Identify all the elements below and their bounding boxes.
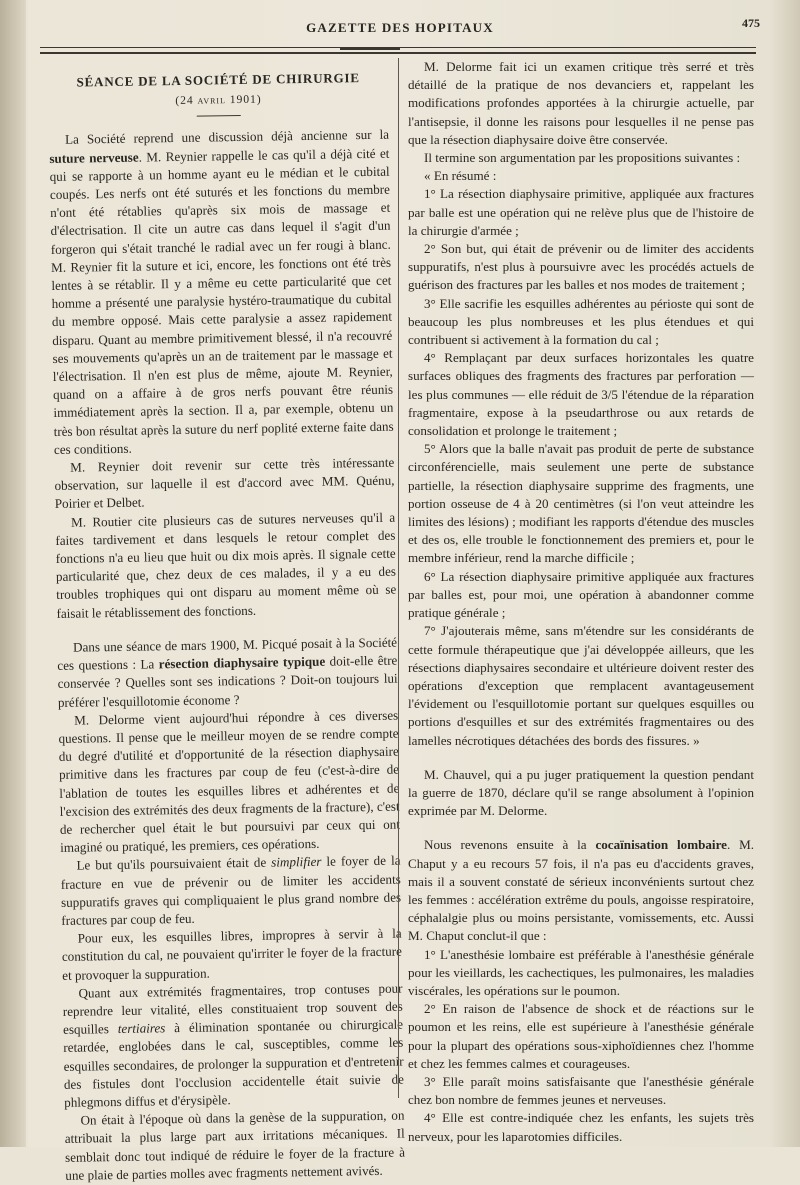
page-number: 475: [742, 16, 760, 30]
paragraph-delorme-reply: M. Delorme vient aujourd'hui répondre à ces diverses questions. Il pense que le meilleur moyen de se rendre compte du degré d'utilité et d'opportunité de la résection diaphysaire primitive dans les fractures par coup de feu (c'est-à-dire de l'ablation de toutes les esquilles libres et adhérentes et de l'excision des extrémités des deux fragments de la fracture), c'est de rechercher quel était le but poursuivi par ceux qui ont imaginé ou pratiqué, les premiers, ces opérations.: [58, 707, 401, 856]
conclusion-2: 2° En raison de l'absence de shock et de réactions sur le poumon et les reins, elle est supérieure à l'anesthésie générale pour la plupart des opérations sous-xiphoïdiennes chez l'homme et chez les femmes calmes et courageuses.: [408, 1001, 754, 1071]
paragraph-suture-nerveuse: La Société reprend une discussion déjà ancienne sur la suture nerveuse. M. Reynier rappelle le cas qu'il a déjà cité et qui se rapporte à un homme ayant eu le médian et le cubital coupés. Les nerfs ont été suturés et les fonctions du membre n'ont été rétablies qu'après six mois de massage et d'électrisation. Il cite un autre cas dans lequel il s'agit d'un forgeron qui s'était tranché le radial avec un fer rougi à blanc. M. Reynier fit la suture et ici, encore, les fonctions ont été très lentes à se rétablir. Il y a même eu cette particularité que cet homme a présenté une paralysie hystéro-traumatique du cubital du membre opposé. Mais cette paralysie a assez rapidement disparu. Quant au membre primitivement blessé, il n'a recouvré ses mouvements qu'après un an de traitement par le massage et l'électrisation. Il n'en est plus de même, ajoute M. Reynier, quand on a affaire à de gros nerfs pouvant être réunis immédiatement après la section. Il a, par exemple, obtenu un très bon résultat après la suture du nerf poplité externe faite dans ces conditions.: [49, 127, 394, 457]
keyword-suture-nerveuse: suture nerveuse: [49, 149, 139, 166]
right-column: [408, 58, 754, 1146]
paragraph-but: Le but qu'ils poursuivaient était de simplifier le foyer de la fracture en vue de prévenir ou de limiter les accidents suppuratifs graves qui compliquaient le plus grand nombre des fractures par coup de feu.: [60, 852, 402, 928]
conclusion-3: 3° Elle paraît moins satisfaisante que l'anesthésie générale chez bon nombre de femmes jeunes et nerveuses.: [408, 1073, 754, 1108]
section-title: SÉANCE DE LA SOCIÉTÉ DE CHIRURGIE: [76, 70, 360, 90]
paragraph-reynier-observation: M. Reynier doit revenir sur cette très intéressante observation, sur laquelle il est d'accord avec MM. Quénu, Poirier et Delbet.: [54, 454, 395, 512]
paragraph-extremites: Quant aux extrémités fragmentaires, trop contuses pour reprendre leur vitalité, elles constituaient trop souvent des esquilles tertiaires à élimination spontanée ou chirurgicale retardée, englobées dans le cal, susceptibles, comme les esquilles secondaires, de prolonger la suppuration et d'entretenir des fistules dont l'occlusion accidentelle était suivie de phlegmons diffus et d'érysipèle.: [62, 980, 405, 1110]
section-divider: [197, 115, 241, 117]
paragraph-chauvel: M. Chauvel, qui a pu juger pratiquement la question pendant la guerre de 1870, déclare qu'il se range absolument à l'opinion exprimée par M. Delorme.: [408, 766, 754, 819]
header-rule-thick: [40, 52, 756, 54]
left-column: [48, 65, 405, 1185]
page-binding-shadow: [0, 0, 26, 1147]
emphasis-tertiaires: tertiaires: [117, 1020, 166, 1037]
paragraph-propositions-intro: Il termine son argumentation par les propositions suivantes :: [424, 150, 741, 166]
paragraph-suppuration: On était à l'époque où dans la genèse de la suppuration, on attribuait la plus large part aux irritations mécaniques. Il semblait donc tout indiqué de réduire le foyer de la fracture à une plaie de parties molles avec fragments nettement avivés.: [64, 1107, 406, 1183]
emphasis-simplifier: simplifier: [271, 854, 322, 870]
keyword-resection-diaphysaire: résection diaphysaire typique: [158, 653, 326, 672]
conclusion-1: 1° L'anesthésie lombaire est préférable à l'anesthésie générale pour les vieillards, les cachectiques, les pulmonaires, les maladies viscérales, les opérations sur le poumon.: [408, 946, 754, 998]
proposition-3: 3° Elle sacrifie les esquilles adhérentes au périoste qui sont de beaucoup les plus nombreuses et les plus étendues et qui contribuent si activement à la formation du cal ;: [408, 295, 754, 348]
column-divider: [398, 58, 399, 1098]
proposition-5: 5° Alors que la balle n'avait pas produit de perte de substance circonférencielle, mais seulement une perte de substance partielle, la résection diaphysaire supprime des fragments, une portion osseuse de 4 à 20 centimètres (si l'on veut atteindre les limites des lésions) ; modifiant les rapports d'étendue des muscles et des os, elle trouble le fonctionnement des premiers et, pour le membre inférieur, rend la marche difficile ;: [408, 441, 754, 566]
conclusion-4: 4° Elle est contre-indiquée chez les enfants, les sujets très nerveux, pour les laparotomies difficiles.: [408, 1110, 754, 1144]
keyword-cocainisation-lombaire: cocaïnisation lombaire: [595, 837, 727, 853]
paragraph-en-resume: « En résumé :: [424, 168, 497, 184]
proposition-6: 6° La résection diaphysaire primitive appliquée aux fractures par balles est, pour moi, une opération à abandonner comme pratique générale ;: [408, 568, 754, 621]
paragraph-cocainisation: Nous revenons ensuite à la cocaïnisation lombaire. M. Chaput y a eu recours 57 fois, il n'a pas eu d'accidents graves, mais il a souvent constaté de sérieux inconvénients surtout chez les femmes : accélération extrême du pouls, angoisse respiratoire, céphalalgie plus ou moins persistante, vomissements, etc. Aussi M. Chaput conclut-il que :: [408, 837, 754, 944]
proposition-4: 4° Remplaçant par deux surfaces horizontales les quatre surfaces obliques des fragments des fractures par perforation — les plus communes — elle réduit de 3/5 l'étendue de la réparation fragmentaire, expose à la pseudarthrose ou aux retards de consolidation et prolonge le traitement ;: [408, 350, 754, 439]
paragraph-picque: Dans une séance de mars 1900, M. Picqué posait à la Société ces questions : La résection diaphysaire typique doit-elle être conservée ? Quelles sont ses indications ? Doit-on toujours lui préférer l'esquillotomie économe ?: [57, 634, 398, 710]
proposition-2: 2° Son but, qui était de prévenir ou de limiter des accidents suppuratifs, n'est plus à poursuivre avec les procédés actuels de guérison des fractures par les balles et nos modes de traitement ;: [408, 241, 754, 293]
paragraph-delorme-critique: M. Delorme fait ici un examen critique très serré et très détaillé de la pratique de nos devanciers et, rappelant les modifications profondes apportées à la chirurgie actuelle, par l'antisepsie, il donne les raisons pour lesquelles il ne pense pas que la résection diaphysaire doive être conservée.: [408, 59, 754, 147]
section-date: (24 avril 1901): [175, 93, 262, 108]
proposition-1: 1° La résection diaphysaire primitive, appliquée aux fractures par balle est une opération qui ne relève plus que de l'histoire de la chirurgie d'armée ;: [408, 186, 754, 238]
paragraph-esquilles-libres: Pour eux, les esquilles libres, impropres à servir à la constitution du cal, ne pouvaient qu'irriter le foyer de la fracture et provoquer la suppuration.: [61, 925, 403, 983]
proposition-7: 7° J'ajouterais même, sans m'étendre sur les considérants de cette formule thérapeutique que j'ai développée ailleurs, que les résections diaphysaires secondaire et ultérieure doivent rester des opérations d'exception que remplacent avantageusement l'évidement ou l'esquillotomie portant sur quelques esquilles ou portions d'esquilles et sur des extrémités fragmentaires ou des lamelles nécrotiques détachées des bords des fissures. »: [408, 623, 754, 748]
running-title: GAZETTE DES HOPITAUX: [306, 20, 494, 35]
page-header: [40, 14, 760, 44]
paragraph-routier: M. Routier cite plusieurs cas de sutures nerveuses qu'il a faites tardivement et dans lesquels le retour complet des fonctions n'a eu lieu que huit ou dix mois après. Il signale cette particularité que, chez deux de ces malades, il y a eu des troubles trophiques qui ont disparu au moment même où se faisait le rétablissement des fonctions.: [55, 509, 397, 621]
header-rule-ornament: [340, 48, 400, 50]
